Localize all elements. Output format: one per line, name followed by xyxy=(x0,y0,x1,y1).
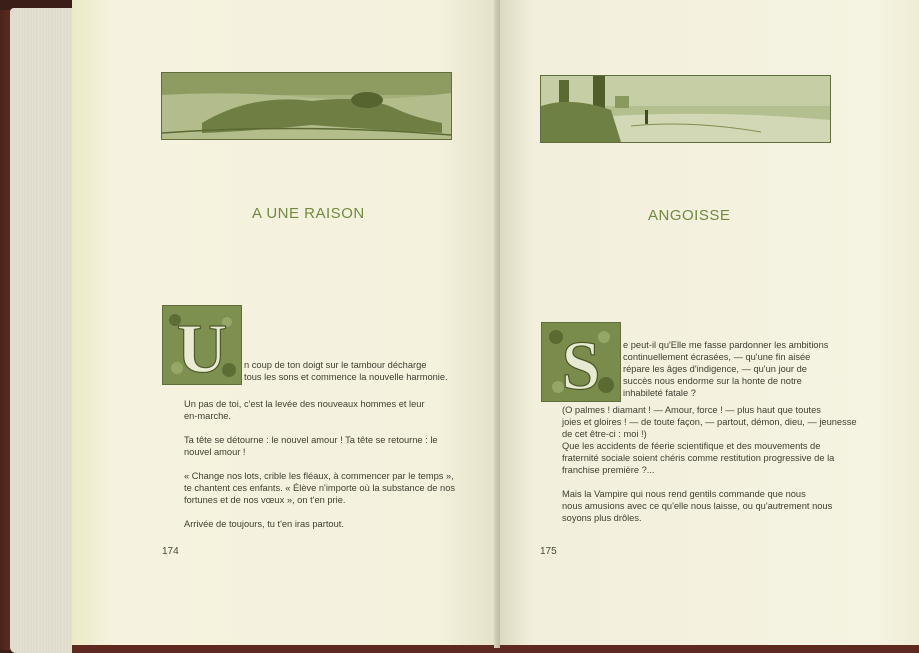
svg-text:S: S xyxy=(561,328,601,401)
bottom-edge-right xyxy=(500,645,919,653)
text-line: fraternité sociale soient chéris comme restitution progressive de la xyxy=(562,453,835,463)
drop-cap-u xyxy=(162,305,242,385)
page-edges xyxy=(10,8,80,653)
text-line: nouvel amour ! xyxy=(184,447,246,457)
text-line: nous amusions avec ce qu'elle nous laisse, ou qu'autrement nous xyxy=(562,501,833,511)
text-line: soyons plus drôles. xyxy=(562,513,642,523)
text-line: Arrivée de toujours, tu t'en iras partout. xyxy=(184,519,344,529)
text-line: répare les âges d'indigence, — qu'un jour de xyxy=(623,364,807,374)
text-line: Un pas de toi, c'est la levée des nouveaux hommes et leur xyxy=(184,399,425,409)
text-line: « Change nos lots, crible les fléaux, à commencer par le temps », xyxy=(184,471,454,481)
text-line: Mais la Vampire qui nous rend gentils commande que nous xyxy=(562,489,806,499)
left-paragraphs xyxy=(162,398,454,530)
svg-text:U: U xyxy=(176,311,228,384)
left-page-number: 174 xyxy=(162,546,179,557)
left-vignette-image xyxy=(161,72,452,140)
text-line: fortunes et de nos vœux », on t'en prie. xyxy=(184,495,346,505)
right-first-lines xyxy=(623,339,831,399)
bottom-edge-left xyxy=(72,645,500,653)
left-page-title: A UNE RAISON xyxy=(252,205,365,222)
text-line: de cet être-ci : moi !) xyxy=(562,429,647,439)
right-vignette-image xyxy=(540,75,831,143)
right-paragraphs xyxy=(540,404,857,524)
text-line: n coup de ton doigt sur le tambour décharge xyxy=(244,360,427,370)
text-line: succès nous endorme sur la honte de notre xyxy=(623,376,802,386)
text-line: franchise première ?... xyxy=(562,465,655,475)
text-line: Que les accidents de féerie scientifique et des mouvements de xyxy=(562,441,821,451)
drop-cap-s xyxy=(541,322,621,402)
text-line: e peut-il qu'Elle me fasse pardonner les ambitions xyxy=(623,340,829,350)
text-line: en-marche. xyxy=(184,411,232,421)
right-page-title: ANGOISSE xyxy=(648,207,731,224)
left-first-lines xyxy=(244,359,454,383)
text-line: tous les sons et commence la nouvelle harmonie. xyxy=(244,372,448,382)
text-line: continuellement écrasées, — qu'une fin aisée xyxy=(623,352,811,362)
text-line: (O palmes ! diamant ! — Amour, force ! — plus haut que toutes xyxy=(562,405,821,415)
right-page-number: 175 xyxy=(540,546,557,557)
text-line: joies et gloires ! — de toute façon, — partout, démon, dieu, — jeunesse xyxy=(562,417,857,427)
text-line: te chantent ces enfants. « Élève n'importe où la substance de nos xyxy=(184,483,456,493)
text-line: Ta tête se détourne : le nouvel amour ! Ta tête se retourne : le xyxy=(184,435,438,445)
text-line: inhabileté fatale ? xyxy=(623,388,696,398)
